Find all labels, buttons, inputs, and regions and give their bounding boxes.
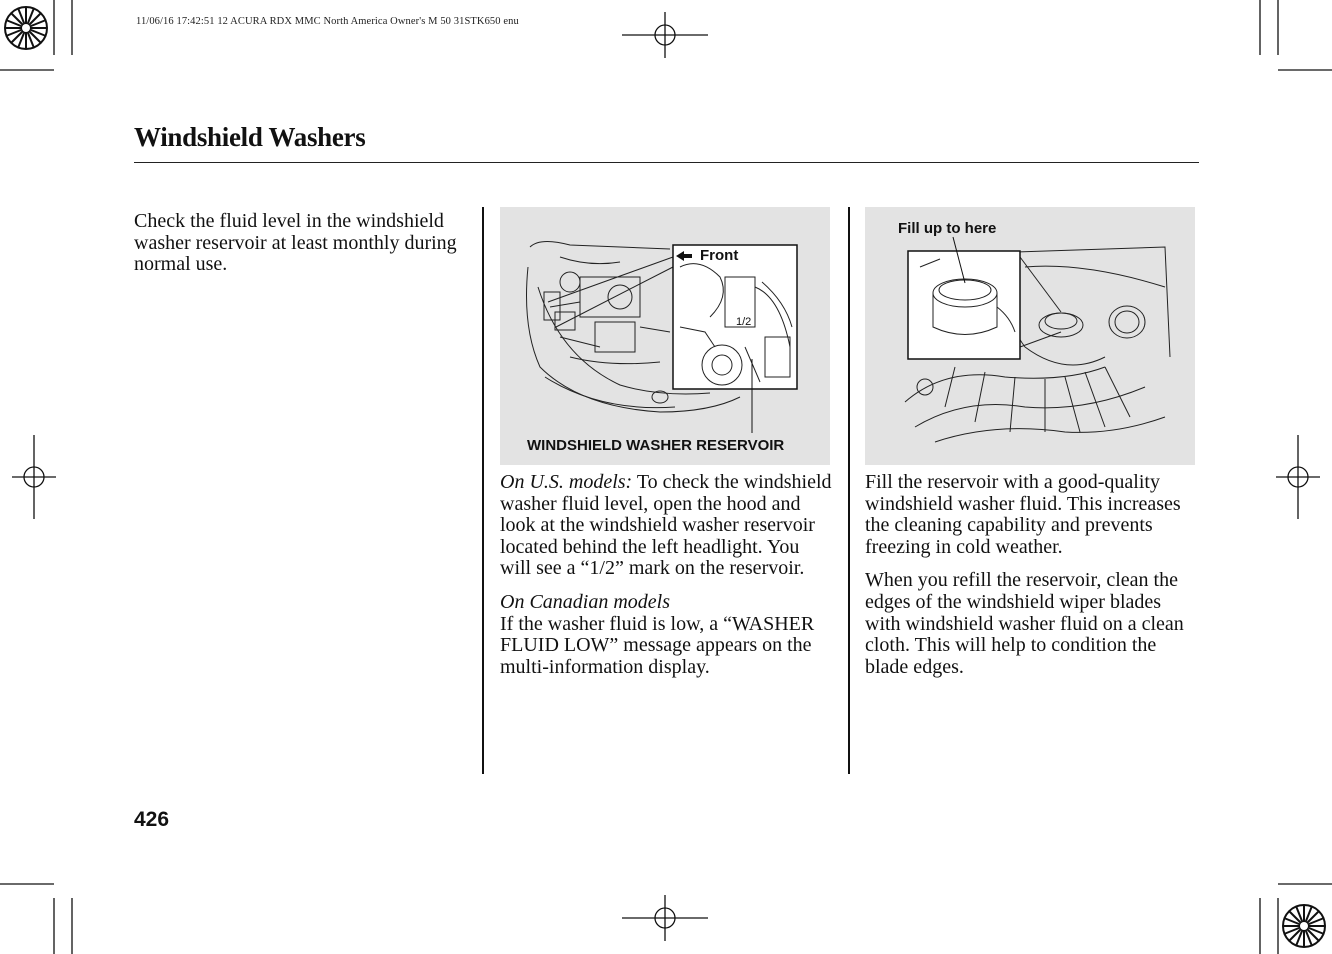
figure-engine-bay: [500, 207, 830, 465]
reservoir-caption: WINDSHIELD WASHER RESERVOIR: [527, 437, 785, 454]
us-models-body: To check the windshield washer fluid level, open the hood and look at the windshield washer reservoir located behind the left headlight. You will see a “1/2” mark on the reservoir.: [500, 471, 832, 580]
registration-mark-left: [12, 435, 56, 519]
registration-mark-top: [622, 12, 708, 58]
page-number: 426: [134, 808, 170, 831]
reservoir-cap-illustration: [865, 207, 1195, 465]
half-mark-label: 1/2: [736, 316, 752, 328]
column-divider-1: [482, 207, 484, 774]
column-3-text: [865, 472, 1197, 690]
page-title: Windshield Washers: [134, 122, 366, 152]
column-1: [134, 211, 469, 288]
canadian-models-paragraph: If the washer fluid is low, a “WASHER FLUID LOW” message appears on the multi-information display.: [500, 612, 815, 678]
us-models-prefix: On U.S. models:: [500, 471, 633, 493]
column-2-text: [500, 472, 832, 690]
starburst-mark-bottom-right: [1283, 905, 1325, 947]
fill-up-label: Fill up to here: [898, 220, 997, 237]
intro-paragraph: Check the fluid level in the windshield washer reservoir at least monthly during normal use.: [134, 210, 457, 276]
starburst-mark-top-left: [5, 7, 47, 49]
title-rule: [134, 162, 1199, 163]
figure-fill-reservoir: [865, 207, 1195, 465]
us-models-paragraph: [500, 472, 832, 580]
refill-paragraph: When you refill the reservoir, clean the edges of the windshield wiper blades with windshield washer fluid on a clean cloth. This will help to condition the blade edges.: [865, 569, 1184, 678]
canadian-models-heading: On Canadian models: [500, 590, 670, 613]
print-slug: 11/06/16 17:42:51 12 ACURA RDX MMC North America Owner's M 50 31STK650 enu: [136, 16, 519, 27]
registration-mark-bottom: [622, 895, 708, 941]
fill-paragraph: Fill the reservoir with a good-quality windshield washer fluid. This increases the cleaning capability and prevents freezing in cold weather.: [865, 471, 1181, 558]
front-label: Front: [700, 247, 739, 264]
registration-mark-right: [1276, 435, 1320, 519]
column-divider-2: [848, 207, 850, 774]
engine-bay-illustration: [500, 207, 830, 465]
